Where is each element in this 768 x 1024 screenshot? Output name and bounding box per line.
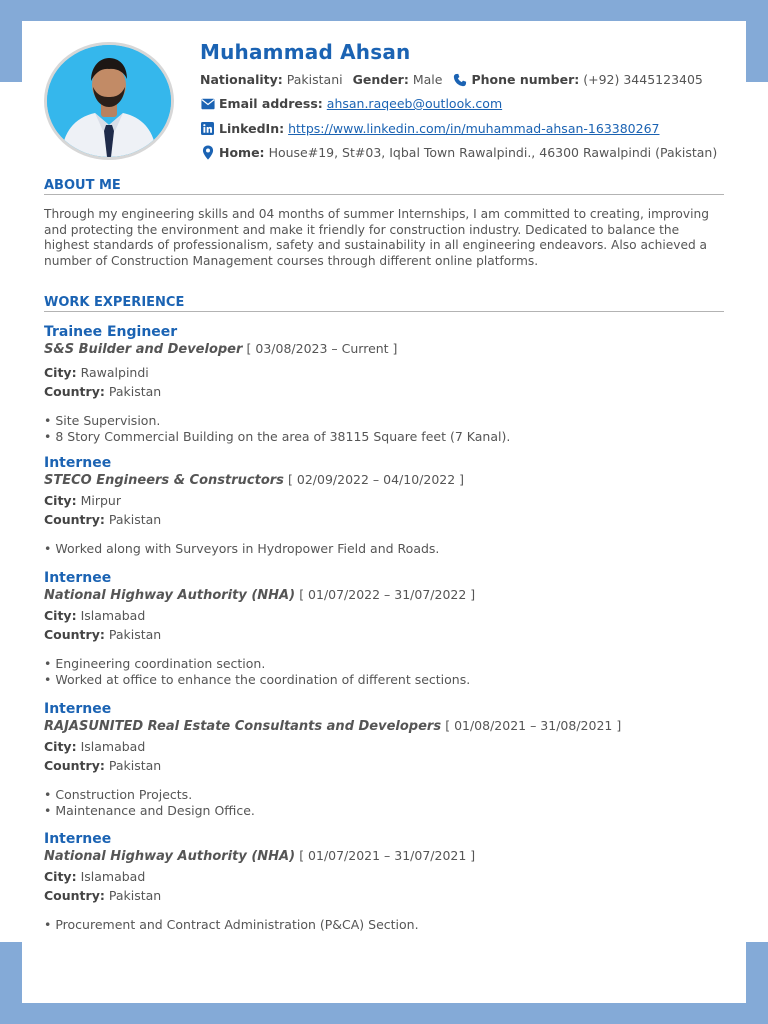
job-country: Pakistan [108,383,162,399]
job-entry [44,831,734,933]
job-title: Internee [44,831,112,847]
phone-value: (+92) 3445123405 [583,72,703,87]
job-dates: [ 03/08/2023 – Current ] [246,341,398,356]
job-title: Internee [44,701,112,717]
city-label: City: [44,869,77,884]
job-bullet: • Engineering coordination section. [44,656,266,671]
job-bullet: • Worked along with Surveyors in Hydropower Field and Roads. [44,541,440,556]
job-company: STECO Engineers & Constructors [44,473,284,488]
job-title: Internee [44,570,112,586]
location-pin-icon [200,146,215,160]
linkedin-line [200,121,659,136]
about-heading: ABOUT ME [44,178,724,195]
work-experience-heading: WORK EXPERIENCE [44,295,724,312]
job-dates: [ 02/09/2022 – 04/10/2022 ] [288,472,465,487]
job-bullet: • 8 Story Commercial Building on the area of 38115 Square feet (7 Kanal). [44,428,511,444]
job-city: Rawalpindi [80,365,149,380]
home-value: House#19, St#03, Iqbal Town Rawalpindi., 46300 Rawalpindi (Pakistan) [268,145,718,160]
job-city: Islamabad [80,608,146,623]
job-company: S&S Builder and Developer [44,342,243,357]
country-label: Country: [44,887,105,903]
country-label: Country: [44,757,105,773]
job-bullet: • Site Supervision. [44,413,161,428]
job-dates: [ 01/07/2021 – 31/07/2021 ] [299,848,476,863]
country-label: Country: [44,383,105,399]
job-title: Internee [44,455,112,471]
linkedin-link[interactable]: https://www.linkedin.com/in/muhammad-ahsan-163380267 [288,121,660,136]
country-label: Country: [44,626,105,642]
linkedin-label: LinkedIn: [219,121,285,136]
job-bullet: • Maintenance and Design Office. [44,802,255,818]
home-line [200,145,717,160]
about-text: Through my engineering skills and 04 months of summer Internships, I am committed to creating, improving and protecting the environment and make it friendly for construction industry. Dedicated to balance the highest standards of professionalism, safety and sustainability in all engineering endeavors. Also achieved a number of Construction Management courses through different online platforms. [44,207,709,268]
email-line [200,96,502,111]
phone-icon [452,73,467,87]
city-label: City: [44,608,77,623]
job-city: Islamabad [80,739,146,754]
job-entry [44,324,734,444]
gender-value: Male [412,72,443,87]
job-entry [44,701,734,818]
candidate-name: Muhammad Ahsan [200,40,411,64]
city-label: City: [44,493,77,508]
job-city: Islamabad [80,869,146,884]
job-company: RAJASUNITED Real Estate Consultants and Developers [44,719,442,734]
job-company: National Highway Authority (NHA) [44,849,296,864]
job-company: National Highway Authority (NHA) [44,588,296,603]
phone-label: Phone number: [471,72,580,87]
job-bullet: • Procurement and Contract Administration (P&CA) Section. [44,917,419,932]
gender-label: Gender: [352,72,409,87]
country-label: Country: [44,511,105,527]
city-label: City: [44,365,77,380]
email-link[interactable]: ahsan.raqeeb@outlook.com [326,96,503,111]
job-country: Pakistan [108,757,162,773]
nationality-value: Pakistani [286,72,343,87]
job-bullet: • Worked at office to enhance the coordination of different sections. [44,671,471,687]
envelope-icon [200,97,215,111]
home-label: Home: [219,145,265,160]
job-city: Mirpur [80,493,121,508]
email-label: Email address: [219,96,323,111]
job-title: Trainee Engineer [44,324,178,340]
job-dates: [ 01/08/2021 – 31/08/2021 ] [445,718,622,733]
city-label: City: [44,739,77,754]
personal-info-line [200,72,703,87]
job-country: Pakistan [108,511,162,527]
linkedin-icon [200,122,215,136]
profile-photo [44,42,174,160]
job-dates: [ 01/07/2022 – 31/07/2022 ] [299,587,476,602]
nationality-label: Nationality: [200,72,283,87]
job-entry [44,570,734,687]
job-entry [44,455,734,557]
job-country: Pakistan [108,626,162,642]
job-country: Pakistan [108,887,162,903]
job-bullet: • Construction Projects. [44,787,193,802]
